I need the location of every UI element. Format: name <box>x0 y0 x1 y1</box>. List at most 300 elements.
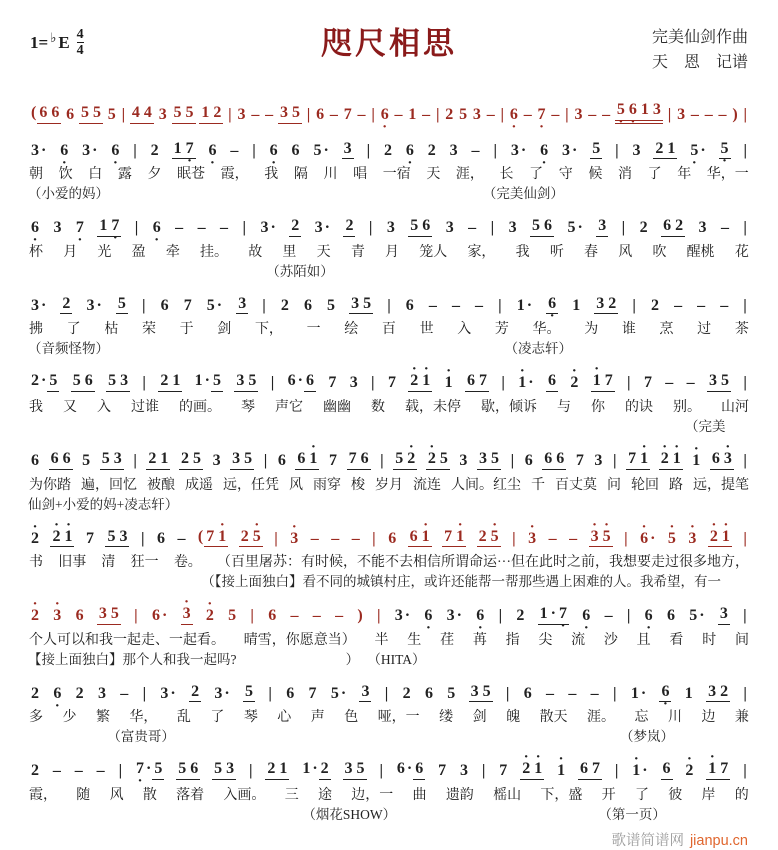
note-symbol: – <box>568 684 577 702</box>
note-digit: 2 <box>181 449 189 467</box>
beam-group <box>465 372 489 392</box>
lyric-chunk: 消 <box>617 167 632 183</box>
lyric-chunk: 枯 <box>104 322 119 338</box>
note-digit: 7 · <box>185 140 195 158</box>
barline: | <box>142 296 146 314</box>
lyric-chunk: 白 <box>88 167 103 183</box>
note-digit: · 1 <box>691 452 701 470</box>
note-token <box>666 607 676 625</box>
lyric-chunk: 荣 <box>141 322 156 338</box>
lyric-chunk: 拂 <box>29 322 43 338</box>
note-token <box>542 450 566 470</box>
note-token <box>267 685 273 703</box>
note-token <box>623 530 629 548</box>
note-symbol: · <box>571 141 578 159</box>
note-token <box>212 760 236 780</box>
time-denominator: 4 <box>76 43 84 58</box>
note-token <box>249 607 255 625</box>
note-digit: 5 <box>395 449 404 467</box>
note-token <box>133 607 139 625</box>
barline: | <box>615 141 619 159</box>
lyric-chunk: 看 <box>669 632 684 648</box>
note-token <box>661 217 685 237</box>
note-symbol: – <box>590 684 599 702</box>
beam-group <box>234 372 258 392</box>
note-token <box>424 685 434 703</box>
lyric-chunk: 岁月 <box>375 477 403 493</box>
note-digit: · 2 <box>427 450 437 468</box>
note-digit: 5 <box>567 219 576 237</box>
lyrics-line <box>28 787 750 805</box>
note-digit: · 5 <box>252 528 262 546</box>
barline: | <box>242 219 246 237</box>
barline: | <box>376 607 381 625</box>
note-token <box>387 374 397 392</box>
note-digit: 6 <box>415 760 424 778</box>
note-symbol: – <box>312 607 321 625</box>
annotation-line <box>28 185 750 203</box>
note-token <box>368 219 374 237</box>
note-digit: 6 · <box>509 106 519 124</box>
note-symbol: · <box>145 760 152 778</box>
note-digit: 2 <box>150 141 159 159</box>
note-digit: 7 <box>183 296 192 314</box>
barline: | <box>498 607 503 625</box>
beam-group <box>243 683 255 703</box>
lyric-chunk: 朝 <box>29 167 43 183</box>
note-symbol: · <box>41 372 47 390</box>
note-token <box>575 452 585 470</box>
note-digit: 7 <box>308 684 317 702</box>
note-digit: 3 <box>226 760 235 778</box>
note-symbol: – <box>604 607 613 625</box>
barline: | <box>612 684 617 702</box>
note-token <box>719 297 729 315</box>
note-digit: 3 <box>472 106 481 123</box>
barline: | <box>306 106 311 123</box>
note-token <box>75 607 85 625</box>
note-digit: 3 <box>449 141 458 159</box>
note-token <box>615 101 663 124</box>
note-token <box>477 450 501 470</box>
note-digit: 2 <box>383 141 392 159</box>
lyric-chunk: 别。 <box>673 399 701 415</box>
lyrics-line <box>28 244 750 262</box>
note-digit: 3 <box>113 449 122 467</box>
barline: | <box>624 529 628 547</box>
note-digit: 3 <box>158 106 167 123</box>
note-digit: 5 <box>592 139 601 157</box>
note-token <box>667 530 677 548</box>
note-digit: 1 <box>201 104 210 121</box>
note-token <box>402 685 412 703</box>
note-symbol: – <box>588 106 597 123</box>
note-symbol: – <box>220 219 229 237</box>
note-token <box>380 106 390 124</box>
note-digit: 6 <box>547 372 556 390</box>
note-token <box>538 605 569 625</box>
note-token <box>626 607 632 625</box>
note-token <box>564 106 570 124</box>
note-token <box>590 685 600 703</box>
note-digit: 7 <box>643 374 652 392</box>
note-token <box>176 760 200 780</box>
note-token <box>691 452 701 470</box>
note-symbol: – <box>290 607 299 625</box>
note-digit: 7 <box>85 529 94 547</box>
note-digit: · 1 <box>421 372 431 390</box>
note-token <box>287 372 316 392</box>
lyric-chunk: 春 <box>584 244 599 260</box>
note-digit: 6 · <box>423 607 433 625</box>
note-symbol: – <box>251 106 260 123</box>
note-digit: 2 <box>345 217 354 235</box>
barline: | <box>481 762 486 780</box>
note-token <box>183 297 193 315</box>
note-symbol: · <box>224 684 230 702</box>
note-symbol: – <box>665 374 674 392</box>
note-token <box>639 219 649 237</box>
note-digit: 3 <box>232 449 241 467</box>
note-token <box>251 142 257 160</box>
beam-group <box>295 450 319 470</box>
note-digit: 2 <box>160 372 169 390</box>
note-symbol: · <box>41 296 47 314</box>
time-signature <box>77 28 84 58</box>
note-digit: 5 <box>248 372 257 390</box>
note-digit: 6 <box>66 106 75 123</box>
beam-group <box>304 372 316 392</box>
notation-line <box>28 92 750 126</box>
note-digit: · 1 <box>444 374 454 392</box>
note-digit: 2 <box>31 372 39 390</box>
barline: | <box>743 219 747 237</box>
note-token <box>250 106 260 124</box>
lyric-chunk: 琴 <box>241 399 255 415</box>
note-digit: 3 <box>361 682 370 700</box>
barline: | <box>743 451 747 469</box>
lyric-chunk: 歇，倾诉 <box>481 399 537 415</box>
note-token <box>330 685 347 703</box>
barline: | <box>743 529 747 547</box>
note-token <box>596 217 608 237</box>
note-token <box>315 106 325 124</box>
note-symbol: · <box>41 141 47 159</box>
note-digit: 6 <box>711 449 720 467</box>
score-system <box>28 519 750 592</box>
note-token <box>351 530 361 548</box>
note-digit: 1 <box>408 106 417 123</box>
beam-group <box>116 295 128 315</box>
note-digit: 6 · <box>547 295 557 313</box>
note-token <box>510 452 516 470</box>
note-symbol: – <box>310 529 319 547</box>
note-digit: 5 <box>110 605 119 623</box>
note-token <box>449 142 459 160</box>
annotation-line <box>28 496 750 514</box>
note-symbol: – <box>720 296 729 314</box>
note-digit: 6 <box>523 684 532 702</box>
note-digit: · 1 <box>556 762 566 780</box>
note-digit: 5 <box>356 760 365 778</box>
lyric-chunk: 荏 <box>440 632 455 648</box>
note-symbol: · <box>642 762 648 780</box>
lyric-chunk: 雨穿 <box>313 477 341 493</box>
notation-line <box>28 208 750 239</box>
barline: | <box>435 106 440 123</box>
barline: | <box>498 296 502 314</box>
note-digit: 6 <box>524 451 533 469</box>
barline: | <box>118 762 123 780</box>
note-token <box>357 106 367 124</box>
barline: | <box>121 106 126 123</box>
note-digit: 1 <box>160 449 169 467</box>
lyric-chunk: 风 <box>289 477 303 493</box>
lyric-chunk: 岸 <box>701 787 716 803</box>
barline: | <box>379 762 383 780</box>
note-digit: 3 <box>236 372 245 390</box>
note-digit: 5 <box>117 294 126 312</box>
barline: | <box>743 762 747 780</box>
note-token <box>141 374 147 392</box>
note-token <box>308 685 318 703</box>
lyric-chunk: 与 <box>557 399 571 415</box>
note-digit: 2 <box>267 760 276 778</box>
note-digit: 6 · <box>152 219 162 237</box>
note-digit: 7 <box>479 372 488 390</box>
note-token <box>96 762 106 780</box>
note-digit: 3 <box>53 219 62 237</box>
lyric-chunk: 缕 <box>439 710 454 726</box>
note-digit: 3 <box>160 684 169 702</box>
note-token <box>280 297 290 315</box>
note-token <box>405 142 415 160</box>
note-token <box>446 607 463 625</box>
note-digit: 6 <box>579 760 588 778</box>
note-digit: 6 · <box>405 142 415 160</box>
note-digit: · 1 <box>533 760 543 778</box>
annotation: （音频怪物） <box>28 341 109 357</box>
note-token <box>150 142 160 160</box>
beam-group <box>347 450 371 470</box>
note-token <box>378 762 384 780</box>
lyric-chunk: 唱 <box>353 167 368 183</box>
beam-group <box>343 760 367 780</box>
lyric-chunk: 指 <box>505 632 520 648</box>
note-digit: 3 <box>351 294 360 312</box>
note-digit: 6 <box>396 760 405 778</box>
annotation-line <box>28 418 750 436</box>
note-token <box>97 217 121 237</box>
note-token <box>359 683 371 703</box>
note-digit: 1 <box>630 684 639 702</box>
note-symbol: – <box>175 219 184 237</box>
note-digit: 6 · <box>52 685 62 703</box>
transcriber-credit: 天 恩 记谱 <box>651 53 748 71</box>
annotation: （完美仙剑） <box>482 186 564 202</box>
beam-group <box>204 528 228 548</box>
note-symbol: ) <box>357 607 363 625</box>
note-token <box>30 142 47 160</box>
note-digit: 2 <box>675 217 684 235</box>
note-token <box>742 530 748 548</box>
note-token <box>328 452 338 470</box>
note-token <box>342 140 354 160</box>
note-token <box>550 106 560 124</box>
note-digit: 5 <box>82 451 91 469</box>
note-token <box>289 217 301 237</box>
lyric-chunk: 乱 <box>176 710 191 726</box>
note-digit: · 1 <box>631 762 641 780</box>
lyric-chunk: 载，未停 <box>405 399 461 415</box>
note-token <box>52 607 62 625</box>
note-digit: 5 <box>327 296 336 314</box>
note-digit: 3 <box>708 682 717 700</box>
note-digit: 7 <box>387 374 396 392</box>
note-token <box>135 760 164 780</box>
time-numerator: 4 <box>76 27 84 42</box>
note-digit: 6 · <box>539 142 549 160</box>
note-token <box>130 104 154 124</box>
note-token <box>30 685 40 703</box>
note-token <box>458 452 468 470</box>
note-token <box>86 297 103 315</box>
lyric-chunk: 绘 <box>344 322 359 338</box>
note-digit: 7 <box>348 449 357 467</box>
note-digit: 5 <box>447 684 456 702</box>
score-system <box>28 208 750 281</box>
barline: | <box>249 762 253 780</box>
barline: | <box>263 451 268 469</box>
lyric-chunk: 入 <box>457 322 472 338</box>
note-digit: 6 <box>662 760 671 778</box>
lyric-chunk: 入 <box>97 399 111 415</box>
note-symbol: – <box>357 106 366 123</box>
lyric-chunk: 狂一 <box>130 555 159 571</box>
notation-line <box>28 751 750 782</box>
note-token <box>500 374 506 392</box>
note-digit: 6 <box>544 217 552 235</box>
note-token <box>234 372 258 392</box>
note-token <box>667 106 673 124</box>
lyric-chunk: 边 <box>701 710 716 726</box>
note-token <box>134 219 140 237</box>
annotation-line <box>28 651 750 669</box>
lyric-chunk: 剑 <box>217 322 232 338</box>
note-token <box>259 219 276 237</box>
note-token <box>408 528 432 548</box>
note-token <box>446 685 456 703</box>
beam-group <box>719 140 731 160</box>
note-token <box>327 374 337 392</box>
note-symbol: · <box>526 296 533 314</box>
note-token <box>465 372 489 392</box>
note-token <box>626 450 650 470</box>
note-symbol: – <box>230 141 239 159</box>
note-token <box>520 760 544 780</box>
note-digit: · 1 <box>639 450 649 468</box>
note-symbol: – <box>569 529 578 547</box>
note-digit: 5 <box>193 449 201 467</box>
note-digit: 6 <box>160 296 169 314</box>
note-token <box>356 607 363 625</box>
note-symbol: – <box>674 296 683 314</box>
lyric-chunk: 千 <box>531 477 545 493</box>
note-token <box>269 142 279 160</box>
lyric-chunk: 醒桃 <box>686 244 715 260</box>
note-digit: · 1 <box>592 372 602 390</box>
note-token <box>698 219 708 237</box>
note-token <box>49 450 73 470</box>
note-token <box>474 297 484 315</box>
note-digit: 2 <box>650 296 659 314</box>
lyrics-line <box>28 399 750 417</box>
beam-group <box>239 528 263 548</box>
barline: | <box>380 451 384 469</box>
note-symbol: · <box>700 141 706 159</box>
note-digit: 2 <box>608 294 617 312</box>
note-symbol: · <box>297 372 303 390</box>
note-digit: 2 <box>240 527 249 545</box>
note-digit: 5 <box>173 104 182 121</box>
note-token <box>65 106 75 124</box>
beam-group <box>172 140 196 160</box>
note-token <box>371 530 377 548</box>
note-digit: 5 <box>721 372 730 390</box>
note-token <box>690 106 700 124</box>
note-token <box>52 685 62 703</box>
note-token <box>435 106 441 124</box>
note-token <box>508 219 518 237</box>
note-token <box>523 685 533 703</box>
note-token <box>708 528 732 548</box>
barline: | <box>493 141 497 159</box>
beam-group <box>106 372 130 392</box>
lyrics-line <box>28 321 750 339</box>
lyric-chunk: 卷。 <box>173 555 202 571</box>
lyric-chunk: 苒 <box>472 632 487 648</box>
note-digit: · 1 <box>217 528 227 546</box>
note-digit: 2 <box>478 527 487 545</box>
note-token <box>571 297 581 315</box>
note-digit: 5 · <box>616 101 626 119</box>
lyric-chunk: 色 <box>344 710 359 726</box>
beam-group <box>542 450 566 470</box>
note-digit: 3 <box>459 451 468 469</box>
barline: | <box>133 141 137 159</box>
note-symbol: · <box>577 219 583 237</box>
note-symbol: – <box>422 106 431 123</box>
note-digit: 6 <box>303 296 312 314</box>
note-digit: 2 <box>62 294 71 312</box>
lyric-chunk: 一宿 <box>382 167 411 183</box>
beam-group <box>47 372 59 392</box>
beam-group <box>176 760 200 780</box>
lyrics-line <box>28 709 750 727</box>
note-digit: 7 <box>328 374 337 392</box>
note-symbol: · <box>161 607 168 625</box>
note-token <box>718 605 730 625</box>
note-token <box>289 530 299 548</box>
lyric-chunk: 月 <box>63 244 78 260</box>
note-token <box>408 372 432 392</box>
note-token <box>118 762 124 780</box>
note-token <box>687 530 697 548</box>
note-symbol: ) <box>732 106 738 123</box>
note-token <box>277 452 287 470</box>
note-token <box>394 106 404 124</box>
watermark-site-link[interactable]: jianpu.cn <box>689 832 748 849</box>
